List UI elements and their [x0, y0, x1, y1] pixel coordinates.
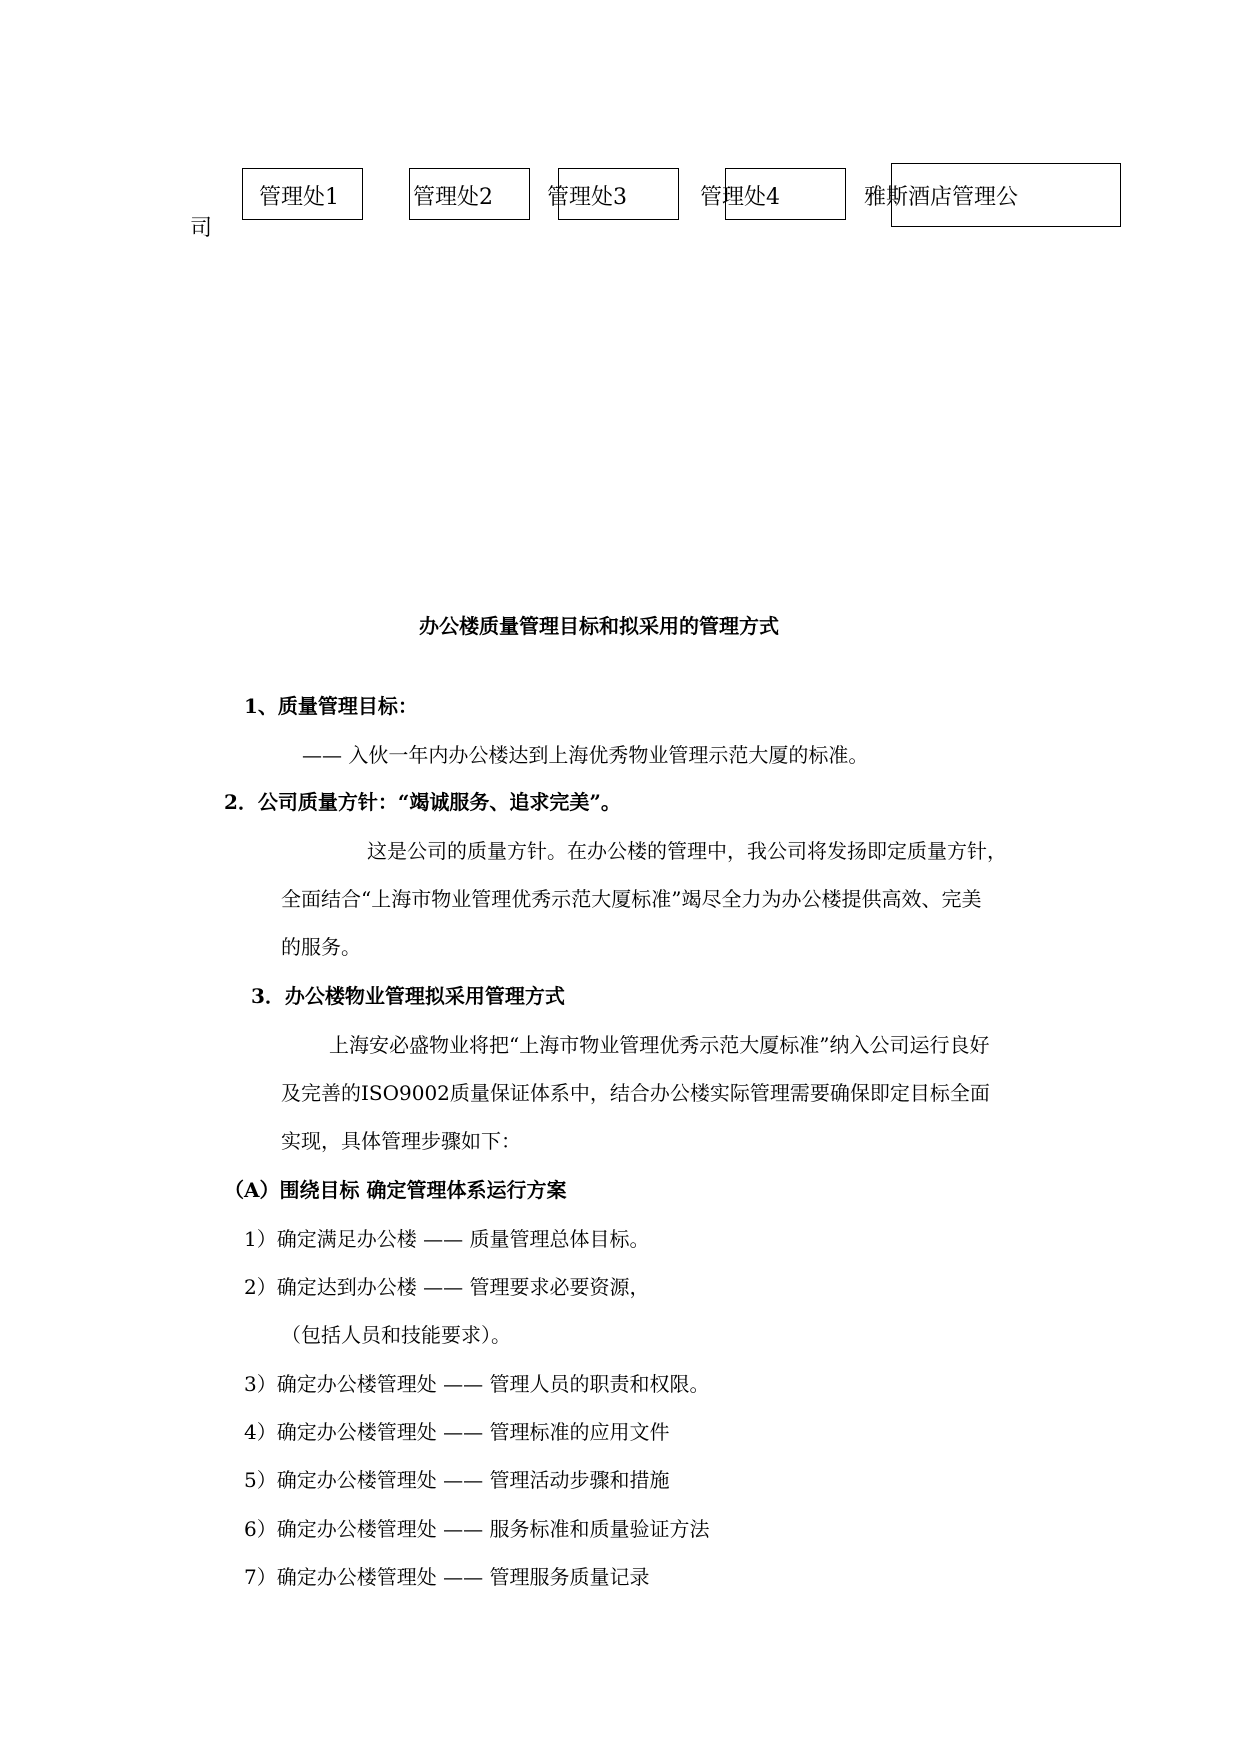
org-box-label-3: 管理处3: [547, 185, 627, 210]
section-2-para-line-3: 的服务。: [281, 935, 361, 959]
org-box-label-5: 雅斯酒店管理公: [864, 185, 1019, 210]
section-2-heading: 2．公司质量方针：“竭诚服务、追求完美”。: [224, 790, 621, 814]
section-2-para-line-1: 这是公司的质量方针。在办公楼的管理中，我公司将发扬即定质量方针，: [367, 839, 1007, 863]
list-item-6: 6）确定办公楼管理处 —— 服务标准和质量验证方法: [244, 1517, 710, 1541]
org-box-label-1: 管理处1: [259, 185, 339, 210]
section-1-line: —— 入伙一年内办公楼达到上海优秀物业管理示范大厦的标准。: [302, 743, 869, 767]
section-a-heading: （A）围绕目标 确定管理体系运行方案: [224, 1178, 567, 1202]
page-title: 办公楼质量管理目标和拟采用的管理方式: [419, 614, 779, 638]
list-item-7: 7）确定办公楼管理处 —— 管理服务质量记录: [244, 1565, 650, 1589]
list-item-3: 3）确定办公楼管理处 —— 管理人员的职责和权限。: [244, 1372, 710, 1396]
section-3-para-line-1: 上海安必盛物业将把“上海市物业管理优秀示范大厦标准”纳入公司运行良好: [329, 1033, 990, 1057]
org-overflow-text: 司: [190, 216, 213, 241]
list-item-1: 1）确定满足办公楼 —— 质量管理总体目标。: [244, 1227, 650, 1251]
list-item-2: 2）确定达到办公楼 —— 管理要求必要资源，: [244, 1275, 650, 1299]
section-3-heading: 3．办公楼物业管理拟采用管理方式: [251, 984, 565, 1008]
section-3-para-line-3: 实现，具体管理步骤如下：: [281, 1129, 521, 1153]
org-box-label-4: 管理处4: [700, 185, 780, 210]
list-item-5: 5）确定办公楼管理处 —— 管理活动步骤和措施: [244, 1468, 670, 1492]
section-3-para-line-2: 及完善的ISO9002质量保证体系中，结合办公楼实际管理需要确保即定目标全面: [281, 1081, 990, 1105]
section-1-heading: 1、质量管理目标：: [244, 694, 418, 718]
list-item-4: 4）确定办公楼管理处 —— 管理标准的应用文件: [244, 1420, 670, 1444]
section-2-para-line-2: 全面结合“上海市物业管理优秀示范大厦标准”竭尽全力为办公楼提供高效、完美: [281, 887, 982, 911]
list-item-2-continued: （包括人员和技能要求）。: [281, 1323, 511, 1347]
org-box-label-2: 管理处2: [413, 185, 493, 210]
